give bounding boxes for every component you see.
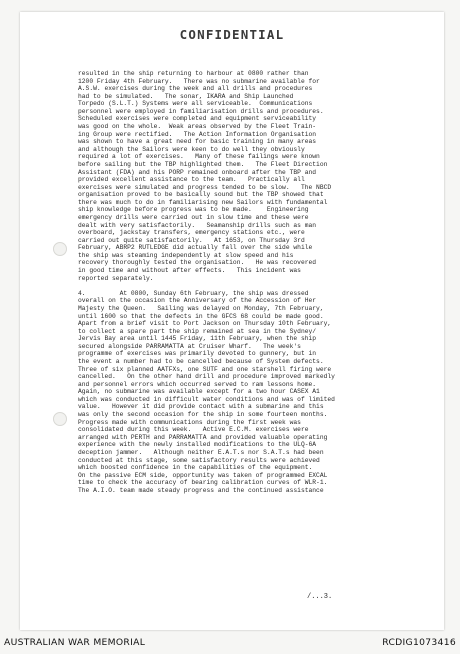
text-line: Jervis Bay area until 1445 Friday, 11th February, when the ship [78, 335, 317, 343]
text-line: required a lot of exercises. Many of these failings were known [78, 153, 320, 161]
paragraph [78, 70, 396, 282]
text-line: before sailing but the TBP highlighted them. The Fleet Direction [78, 160, 328, 168]
text-line: overall on the occasion the Anniversary of the Accession of Her [78, 297, 317, 305]
archive-reference: RCDIG1073416 [382, 636, 456, 648]
text-line: Again, no submarine was available except for a two hour CASEX A1 [78, 388, 320, 396]
text-line: Scheduled exercises were completed and equipment serviceability [78, 115, 317, 123]
text-line: ing Group were rectified. The Action Information Organisation [78, 130, 317, 138]
text-line: Apart from a brief visit to Port Jackson on Thursday 10th February, [78, 320, 332, 328]
text-line: ship knowledge before progress was to be made. Engineering [78, 206, 309, 214]
text-line: Progress made with communications during the first week was [78, 418, 301, 426]
archive-footer [0, 630, 460, 654]
text-line: Majesty the Queen. Sailing was delayed on Monday, 7th February, [78, 304, 324, 312]
text-line: 1200 Friday 4th February. There was no submarine available for [78, 77, 320, 85]
text-line: organisation proved to be basically sound but the TBP showed that [78, 191, 324, 199]
text-line: was shown to have a great need for basic training in many areas [78, 138, 317, 146]
classification-stamp: CONFIDENTIAL [179, 27, 285, 42]
text-line: personnel were employed in familiarisation drills and procedures. [78, 107, 324, 115]
text-line: deception jammer. Although neither E.A.T.s nor S.A.T.s had been [78, 448, 324, 456]
text-line: recovery thoroughly tested the organisation. He was recovered [78, 259, 317, 267]
text-line: cancelled. On the other hand drill and procedure improved markedly [78, 373, 335, 381]
text-line: 4. At 0800, Sunday 6th February, the ship was dressed [78, 289, 309, 297]
text-line: February, ABRP2 RUTLEDGE did actually fall over the side while [78, 244, 313, 252]
punch-hole [53, 412, 67, 426]
text-line: provided excellent assistance to the team. Practically all [78, 176, 305, 184]
text-line: resulted in the ship returning to harbour at 0800 rather than [78, 70, 309, 77]
text-line: emergency drills were carried out in slow time and these were [78, 213, 309, 221]
punch-hole [53, 242, 67, 256]
text-line: and although the Sailors were keen to do well they obviously [78, 145, 305, 153]
text-line: and personnel errors which occurred served to ram lessons home. [78, 380, 317, 388]
archive-name: AUSTRALIAN WAR MEMORIAL [4, 636, 146, 648]
document-body [78, 70, 396, 494]
text-line: secured alongside PARRAMATTA at Cruiser Wharf. The week's [78, 342, 301, 350]
text-line: had to be simulated. The sonar, IKARA and Ship Launched [78, 92, 294, 100]
text-line: overboard, jackstay transfers, emergency stations etc., were [78, 229, 305, 237]
text-line: arranged with PERTH and PARRAMATTA and provided valuable operating [78, 433, 328, 441]
text-line: value. However it did provide contact with a submarine and this [78, 403, 324, 411]
document-page [20, 12, 444, 630]
text-line: which boosted confidence in the capabilities of the equipment. [78, 464, 313, 472]
text-line: there was much to do in familiarising new Sailors with fundamental [78, 198, 328, 206]
text-line: On the passive ECM side, opportunity was taken of programmed EXCAL [78, 471, 328, 479]
text-line: time to check the accuracy of bearing calibration curves of WLR-1. [78, 479, 328, 487]
text-line: Three of six planned AATFXs, one SUTF and one starshell firing were [78, 365, 332, 373]
text-line: until 1600 so that the defects in the GFCS 68 could be made good. [78, 312, 324, 320]
text-line: which was conducted in difficult water conditions and was of limited [78, 395, 335, 403]
text-line: in good time and without after effects. This incident was [78, 267, 301, 275]
text-line: experience with the newly installed modifications to the ULQ-6A [78, 441, 317, 449]
continuation-marker: /...3. [307, 593, 333, 601]
document-header [20, 26, 444, 44]
text-line: reported separately. [78, 274, 154, 282]
text-line: the event a number had to be cancelled because of System defects. [78, 357, 324, 365]
text-line: Assistant (FDA) and his PORP remained onboard after the TBP and [78, 168, 317, 176]
text-line: exercises were simulated and progress tended to be slow. The NBCD [78, 183, 332, 191]
text-line: the ship was steaming independently at slow speed and his [78, 251, 294, 259]
text-line: was only the second occasion for the ship in some fourteen months. [78, 411, 328, 419]
text-line: carried out quite satisfactorily. At 1653, on Thursday 3rd [78, 236, 305, 244]
text-line: dealt with very satisfactorily. Seamanship drills such as man [78, 221, 317, 229]
text-line: Torpedo (S.L.T.) Systems were all serviceable. Communications [78, 100, 313, 108]
text-line: programme of exercises was primarily devoted to gunnery, but in [78, 350, 317, 358]
paragraph [78, 290, 396, 495]
text-line: A.S.W. exercises during the week and all drills and procedures [78, 85, 313, 93]
text-line: The A.I.O. team made steady progress and the continued assistance [78, 486, 324, 494]
text-line: conducted at this stage, some satisfactory results were achieved [78, 456, 320, 464]
text-line: consolidated during this week. Active E.C.M. exercises were [78, 426, 309, 434]
text-line: to collect a spare part the ship remained at sea in the Sydney/ [78, 327, 317, 335]
text-line: was good on the whole. Weak areas observed by the Fleet Train- [78, 123, 317, 131]
